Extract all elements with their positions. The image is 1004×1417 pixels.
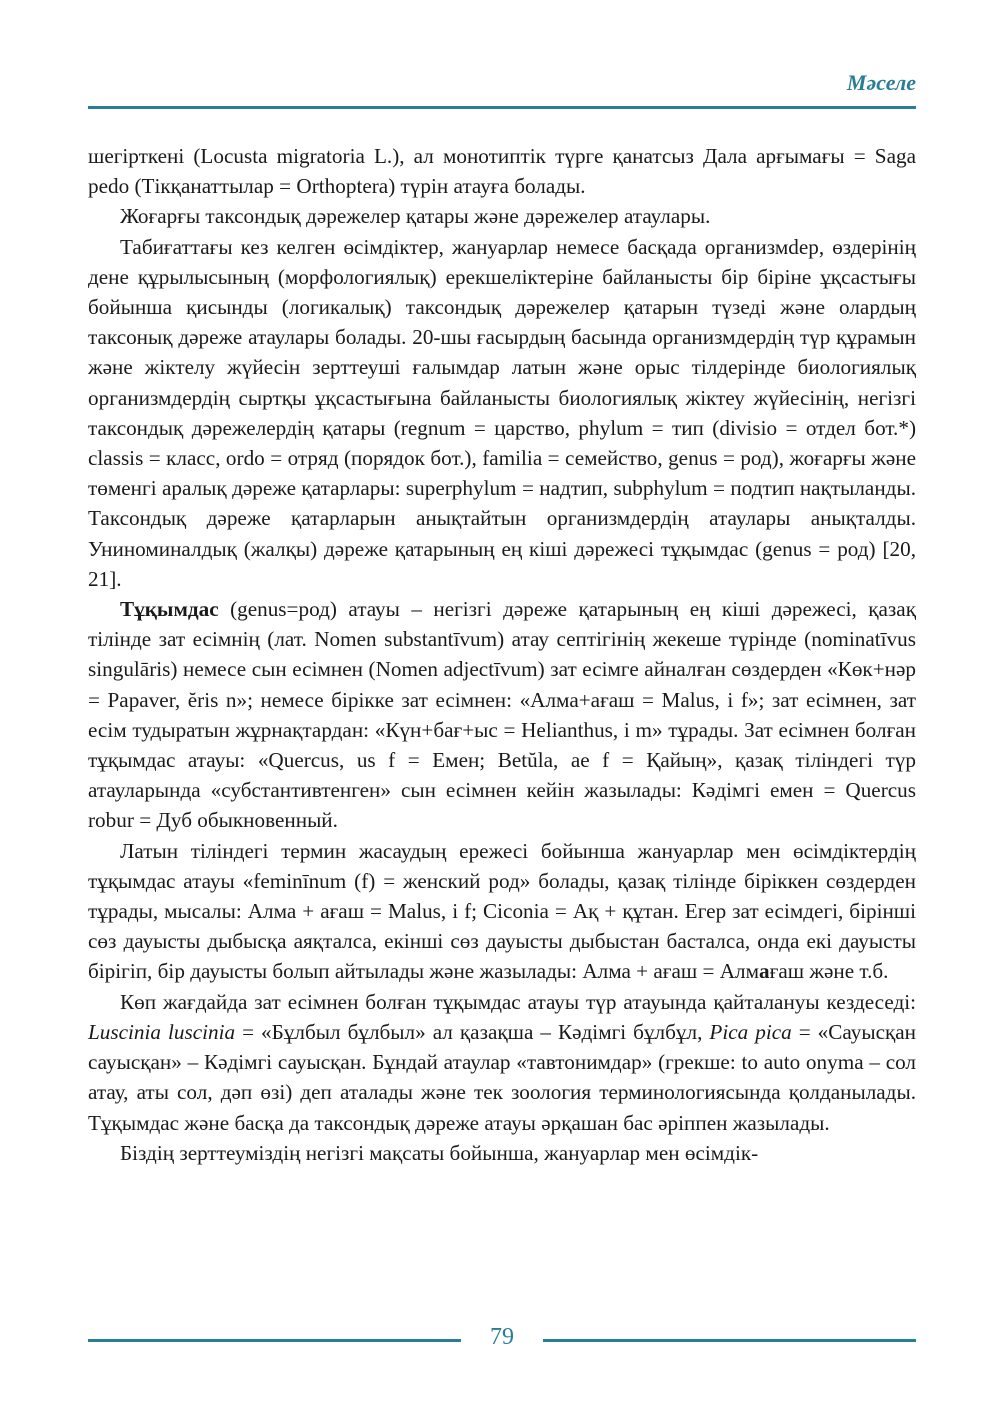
paragraph-3: Табиғаттағы кез келген өсімдіктер, жануарлар немесе басқада организмdер, өздерінің дене құрылысының (морфологиялық) ерекшеліктеріне байланысты бір біріне ұқсастығы бойынша қисынды (логикалық) таксондық дәрежелер қатарын түзеді және олардың таксонық дәреже атаулары болады. 20-шы ғасырдың басында организмдердің түр құрамын және жіктелу жүйесін зерттеуші ғалымдар латын және орыс тілдерінде биологиялық организмдердің сыртқы ұқсастығына байланысты биологиялық жіктеу жүйесінің, негізгі таксондық дәрежелердің қатары (regnum = царство, phylum = тип (divisio = отдел бот.*) classis = класс, ordo = отряд (порядок бот.), familia = семейство, genus = род), жоғарғы және төменгі аралық дәреже қатарлары: superphylum = надтип, subphylum = подтип нақтыланды. Таксондық дәреже қатарларын анықтайтын организмдердің атаулары анықталды. Униноминалдық (жалқы) дәреже қатарының ең кіші дәрежесі тұқымдас (genus = род) [20, 21].: [88, 234, 916, 591]
body-text: [88, 141, 916, 1168]
paragraph-1: шегірткені (Locusta migratoria L.), ал монотиптік түрге қанатсыз Дала арғымағы = Saga pedo (Тікқанаттылар = Orthoptera) түрін атауға болады.: [88, 144, 916, 199]
paragraph-7: Біздің зерттеуміздің негізгі мақсаты бойынша, жануарлар мен өсімдік-: [120, 1140, 759, 1165]
bold-letter: а: [759, 959, 770, 984]
paragraph-6-text-a: Көп жағдайда зат есімнен болған тұқымдас атауы түр атауында қайталануы кездеседі:: [120, 989, 916, 1014]
paragraph-4-text: (genus=род) атауы – негізгі дәреже қатарының ең кіші дәрежесі, қазақ тілінде зат есімнің (лат. Nomen substantīvum) атау септігінің жекеше түрінде (nominatīvus singulāris) немесе сын есімнен (Nomen adjectīvum) зат есімге айналған сөздерден «Көк+нәр = Papaver, ĕris n»; немесе бірікке зат есімнен: «Алма+ағаш = Malus, i f»; зат есімнен, зат есім тудыратын жұрнақтардан: «Күн+бағ+ыс = Helianthus, i m» тұрады. Зат есімнен болған тұқымдас атауы: «Quercus, us f = Емен; Betŭla, ae f = Қайың», қазақ тіліндегі түр атауларында «субстантивтенген» сын есімнен кейін жазылады: Кәдімгі емен = Quercus robur = Дуб обыкновенный.: [88, 597, 916, 833]
header-divider: [88, 106, 916, 109]
species-name-luscinia: Luscinia luscinia: [88, 1019, 236, 1044]
paragraph-5-text-b: ғаш және т.б.: [769, 959, 889, 984]
paragraph-4: [88, 594, 916, 836]
paragraph-2: Жоғарғы таксондық дәрежелер қатары және дәрежелер атаулары.: [120, 204, 711, 229]
page-number: 79: [490, 1324, 514, 1350]
paragraph-6-text-b: = «Бұлбыл бұлбыл» ал қазақша – Кәдімгі бұлбұл,: [235, 1019, 710, 1044]
footer-divider-left: [88, 1339, 461, 1342]
footer-divider-right: [543, 1339, 916, 1342]
paragraph-6-text-c: = «Сауысқан сауысқан» – Кәдімгі сауысқан. Бұндай атаулар «тавтонимдар» (грекше: to auto onyma – сол атау, аты сол, дәп өзі) деп аталады және тек зоология терминологиясында қолданылады. Тұқымдас және басқа да таксондық дәреже атауы әрқашан бас әріппен жазылады.: [88, 1019, 917, 1135]
paragraph-6: [88, 987, 916, 1138]
paragraph-5-text-a: Латын тіліндегі термин жасаудың ережесі бойынша жануарлар мен өсімдіктердің тұқымдас атауы «feminīnum (f) = женский род» болады, қазақ тілінде біріккен сөздерден тұрады, мысалы: Алма + ағаш = Malus, i f; Ciconia = Ақ + құтан. Егер зат есімдегі, бірінші сөз дауысты дыбысқа аяқталса, екінші сөз дауысты дыбыстан басталса, онда екі дауысты бірігіп, бір дауысты болып айтылады және жазылады: Алма + ағаш = Алм: [88, 838, 916, 984]
paragraph-5: [88, 836, 916, 987]
running-header: Мәселе: [846, 70, 916, 95]
species-name-pica: Pica pica: [709, 1019, 792, 1044]
term-genus: Тұқымдас: [120, 597, 219, 622]
